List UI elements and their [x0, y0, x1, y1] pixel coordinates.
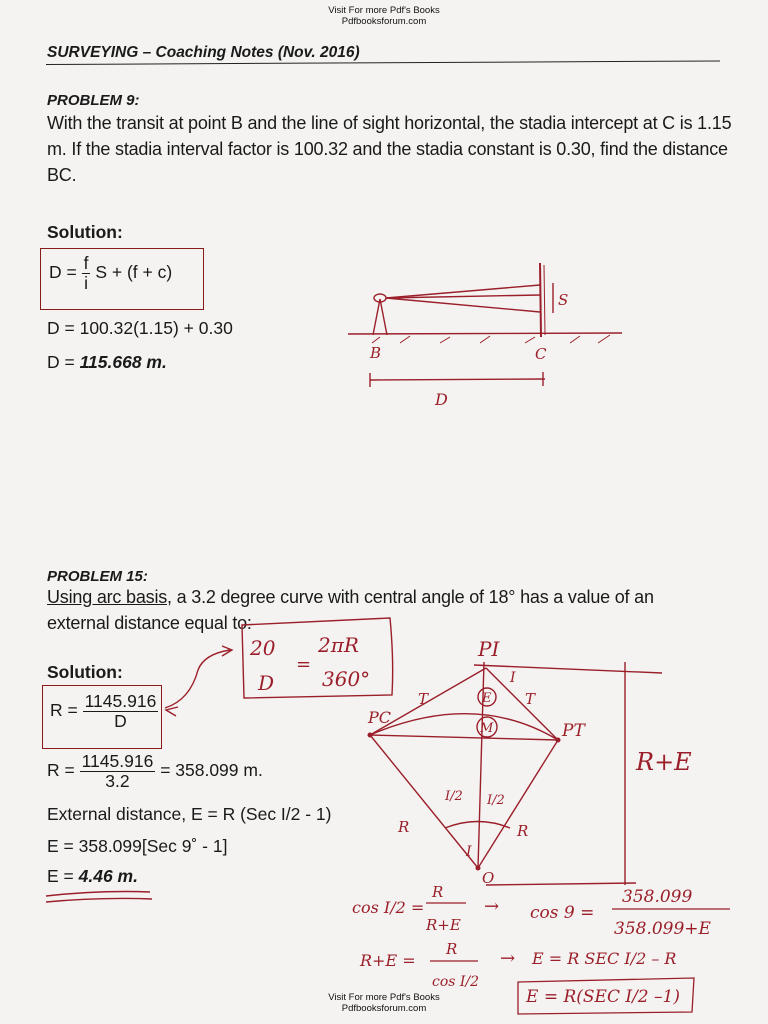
sight-line-2	[386, 285, 540, 298]
problem-9-solution-label: Solution:	[47, 222, 123, 242]
center-line	[478, 662, 484, 868]
document-title: SURVEYING – Coaching Notes (Nov. 2016)	[47, 44, 360, 61]
r2-denominator: 3.2	[105, 771, 130, 791]
radius-right	[478, 740, 558, 868]
formula-rest: S + (f + c)	[95, 262, 173, 283]
formula-i: i	[84, 273, 88, 293]
circular-curve-arc	[370, 714, 558, 740]
ground-hatching	[372, 335, 610, 343]
hand-cos-num: R	[432, 883, 444, 901]
transit-leg-1	[373, 299, 380, 335]
hand-d1: D	[258, 671, 275, 695]
problem-9-answer	[47, 352, 167, 373]
label-pt: PT	[562, 721, 585, 741]
hand-cos-lhs: cos I/2 =	[352, 898, 425, 917]
label-o: O	[482, 869, 495, 887]
formula-lhs: D =	[49, 262, 77, 283]
central-angle-arc	[445, 822, 510, 829]
label-pc: PC	[368, 708, 392, 727]
tangent-right	[486, 668, 558, 740]
stadia-formula	[49, 254, 172, 293]
pc-point	[368, 733, 373, 738]
formula-f: f	[83, 253, 89, 273]
hand-cos-den: R+E	[426, 916, 461, 934]
problem-15-text	[47, 584, 687, 636]
label-r-plus-e: R+E	[636, 748, 692, 776]
r2-lhs: R =	[47, 760, 75, 781]
r-plus-e-base	[486, 883, 636, 885]
problem-9-text: With the transit at point B and the line of sight horizontal, the stadia intercept at C is 1.15 m. If the stadia interval factor is 100.32 and the stadia constant is 0.30, find the distance BC.	[47, 113, 732, 185]
tangent-left	[370, 668, 486, 735]
hand-rpe-num: R	[446, 940, 458, 958]
transit-leg-2	[380, 299, 387, 335]
problem-15-solution-label: Solution:	[47, 662, 123, 682]
answer-underline-2	[46, 898, 152, 902]
label-d: D	[435, 390, 448, 409]
label-t-left: T	[418, 690, 429, 708]
r-fraction	[83, 692, 159, 731]
hand-arrow-1: →	[484, 896, 500, 917]
hand-e1: E = R SEC I/2 – R	[532, 949, 677, 968]
label-c: C	[535, 345, 547, 363]
header-line-2[interactable]: Pdfbooksforum.com	[341, 16, 427, 27]
o-point	[476, 866, 481, 871]
label-r-right: R	[517, 822, 529, 840]
link-arrow	[165, 650, 230, 708]
link-arrow-tail	[166, 707, 178, 716]
r-lhs: R =	[50, 700, 78, 721]
underlined-text: Using arc basis,	[47, 587, 172, 607]
hand-cos9-num: 358.099	[622, 887, 693, 907]
label-m: M	[480, 721, 494, 736]
external-distance-formula: External distance, E = R (Sec I/2 - 1)	[47, 804, 332, 824]
stadia-sketch	[340, 255, 630, 415]
answer-prefix-15: E =	[47, 866, 79, 886]
label-b: B	[370, 344, 382, 362]
footer-line-1: Visit For more Pdf's Books	[328, 992, 440, 1003]
pt-point	[556, 738, 561, 743]
label-s: S	[558, 291, 569, 309]
label-r-left: R	[398, 818, 410, 836]
problem-15-text-rest: a 3.2 degree curve with central angle of 18° has a value of an external distance equal to:	[47, 587, 654, 633]
hand-arrow-2: →	[500, 948, 516, 969]
r2-result: = 358.099 m.	[160, 760, 263, 781]
label-i-top: I	[510, 670, 516, 686]
header-line-1: Visit For more Pdf's Books	[328, 5, 440, 16]
pi-tangent-line	[474, 665, 662, 673]
r-numerator: 1145.916	[84, 691, 157, 711]
problem-9-step-1: D = 100.32(1.15) + 0.30	[47, 318, 233, 338]
d-dimension-line	[370, 379, 545, 380]
stadia-rod	[540, 263, 541, 337]
external-distance-substitution: E = 358.099[Sec 9˚ - 1]	[47, 836, 228, 856]
label-i-center: I	[466, 844, 472, 860]
transit-head	[374, 294, 386, 302]
sight-line-1	[386, 295, 540, 298]
hand-rpe-den: cos I/2	[432, 974, 480, 990]
r-formula	[50, 692, 158, 731]
label-pi: PI	[478, 637, 500, 661]
formula-fraction	[82, 254, 91, 293]
label-half-2: I/2	[487, 793, 505, 808]
ground-line	[348, 333, 622, 334]
radius-left	[370, 735, 478, 868]
hand-cos9-den: 358.099+E	[614, 919, 711, 939]
r2-numerator: 1145.916	[81, 751, 154, 771]
hand-cos9-lhs: cos 9 =	[530, 903, 595, 923]
answer-prefix: D =	[47, 352, 80, 372]
r-denominator: D	[114, 711, 127, 731]
hand-e2: E = R(SEC I/2 –1)	[526, 987, 680, 1007]
hand-rpe-lhs: R+E =	[360, 951, 416, 970]
long-chord	[370, 735, 558, 740]
answer-value-15: 4.46 m.	[78, 866, 138, 886]
r-substitution	[47, 752, 263, 791]
stadia-rod-edge	[544, 265, 545, 335]
r2-fraction	[80, 752, 156, 791]
label-half-1: I/2	[445, 789, 463, 804]
hand-n1: 20	[250, 636, 276, 660]
link-arrow-head	[222, 646, 232, 656]
hand-d2: 360°	[322, 667, 371, 691]
e-circle	[478, 688, 496, 706]
answer-underline-1	[46, 892, 150, 897]
sight-line-3	[386, 298, 540, 312]
m-circle	[477, 717, 497, 737]
problem-15-answer	[47, 866, 138, 887]
footer-line-2[interactable]: Pdfbooksforum.com	[341, 1003, 427, 1014]
problem-15-label: PROBLEM 15:	[47, 568, 148, 585]
hand-n2: 2πR	[318, 633, 359, 657]
answer-value: 115.668 m.	[79, 352, 167, 372]
problem-9-label: PROBLEM 9:	[47, 92, 140, 109]
hand-eq: =	[296, 654, 312, 675]
label-t-right: T	[525, 690, 536, 708]
label-e: E	[482, 691, 492, 706]
